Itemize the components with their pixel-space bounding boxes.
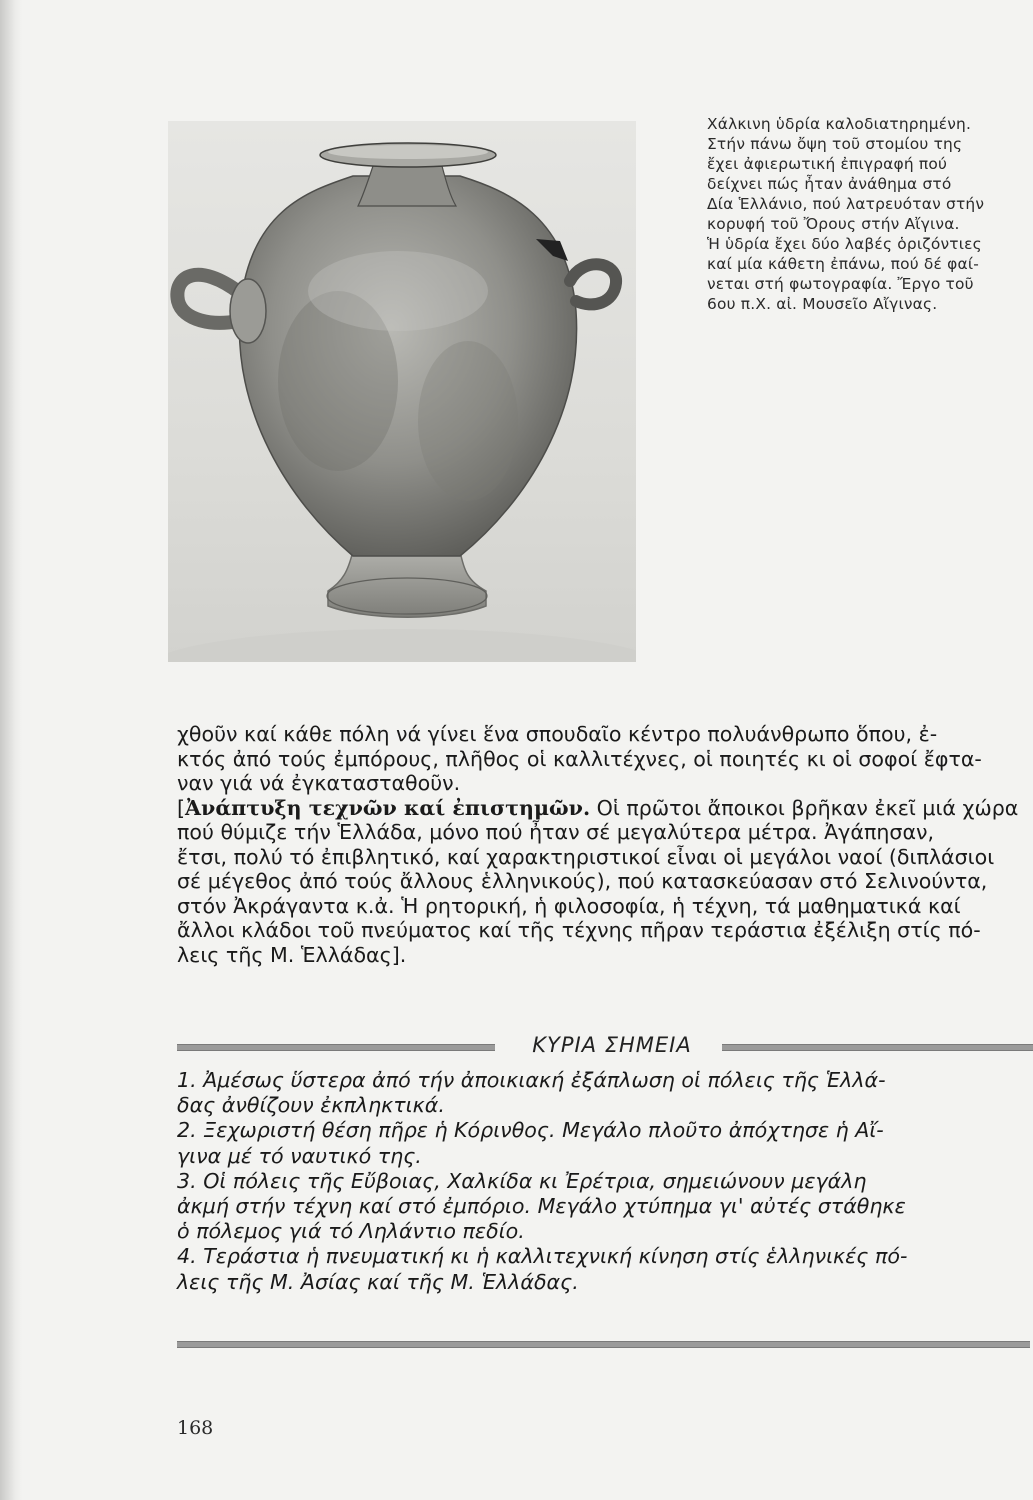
- key-points-heading-row: [177, 1033, 1033, 1063]
- caption-line: Χάλκινη ὑδρία καλοδιατηρημένη.: [707, 115, 972, 133]
- body-line: σέ μέγεθος ἀπό τούς ἄλλους ἑλληνικούς), πού κατασκεύασαν στό Σελινούντα,: [177, 869, 988, 893]
- body-line: χθοῦν καί κάθε πόλη νά γίνει ἕνα σπουδαῖο κέντρο πολυάνθρωπο ὅπου, ἐ-: [177, 722, 938, 746]
- caption-line: Δία Ἑλλάνιο, πού λατρευόταν στήν: [707, 195, 985, 213]
- key-points-heading: ΚΥΡΙΑ ΣΗΜΕΙΑ: [532, 1033, 692, 1057]
- caption-line: Ἡ ὑδρία ἔχει δύο λαβές ὁριζόντιες: [707, 235, 982, 253]
- photo-caption: [707, 114, 1012, 314]
- key-point-line: λεις τῆς Μ. Ἀσίας καί τῆς Μ. Ἑλλάδας.: [177, 1269, 579, 1294]
- caption-line: κορυφή τοῦ Ὄρους στήν Αἴγινα.: [707, 215, 960, 233]
- body-line: πού θύμιζε τήν Ἑλλάδα, μόνο πού ἦταν σέ μεγαλύτερα μέτρα. Ἀγάπησαν,: [177, 820, 935, 844]
- key-points-list: [177, 1068, 1033, 1295]
- hydria-photo: [168, 121, 636, 662]
- caption-line: ἔχει ἀφιερωτική ἐπιγραφή πού: [707, 155, 948, 173]
- key-point-line: γινα μέ τό ναυτικό της.: [177, 1143, 422, 1168]
- key-point-line: 2. Ξεχωριστή θέση πῆρε ἡ Κόρινθος. Μεγάλο πλοῦτο ἀπόχτησε ἡ Αἴ-: [177, 1118, 884, 1143]
- body-line: ναν γιά νά ἐγκατασταθοῦν.: [177, 771, 461, 795]
- page-number: 168: [177, 1417, 214, 1439]
- key-point-line: δας ἀνθίζουν ἐκπληκτικά.: [177, 1093, 445, 1118]
- section-first-line-rest: Οἱ πρῶτοι ἄποικοι βρῆκαν ἐκεῖ μιά χώρα: [590, 795, 1019, 820]
- key-point-line: 1. Ἀμέσως ὕστερα ἀπό τήν ἀποικιακή ἐξάπλωση οἱ πόλεις τῆς Ἑλλά-: [177, 1068, 886, 1092]
- caption-line: δείχνει πώς ἦταν ἀνάθημα στό: [707, 175, 952, 193]
- caption-line: νεται στή φωτογραφία. Ἔργο τοῦ: [707, 275, 974, 293]
- key-point-line: ὁ πόλεμος γιά τό Ληλάντιο πεδίο.: [177, 1219, 525, 1244]
- bottom-rule: [177, 1341, 1030, 1348]
- key-point-line: 3. Οἱ πόλεις τῆς Εὔβοιας, Χαλκίδα κι Ἐρέτρια, σημειώνουν μεγάλη: [177, 1168, 867, 1193]
- hydria-neck: [358, 166, 456, 206]
- main-body-text: [177, 722, 1033, 967]
- bronze-hydria-illustration: [168, 121, 636, 662]
- page-gutter-shadow: [0, 0, 22, 1500]
- heading-rule-right: [722, 1044, 1033, 1051]
- key-point-line: 4. Τεράστια ἡ πνευματική κι ἡ καλλιτεχνική κίνηση στίς ἑλληνικές πό-: [177, 1244, 908, 1269]
- body-line: ἄλλοι κλάδοι τοῦ πνεύματος καί τῆς τέχνης πῆραν τεράστια ἐξέλιξη στίς πό-: [177, 918, 981, 942]
- heading-rule-left: [177, 1044, 495, 1051]
- caption-line: καί μία κάθετη ἐπάνω, πού δέ φαί-: [707, 255, 979, 273]
- body-line: ἔτσι, πολύ τό ἐπιβλητικό, καί χαρακτηριστικοί εἶναι οἱ μεγάλοι ναοί (διπλάσιοι: [177, 844, 995, 869]
- section-first-line: [177, 796, 1033, 821]
- caption-line: Στήν πάνω ὄψη τοῦ στομίου της: [707, 135, 963, 153]
- hydria-foot: [328, 551, 486, 617]
- body-line: λεις τῆς Μ. Ἑλλάδας].: [177, 942, 407, 967]
- body-line: στόν Ἀκράγαντα κ.ἀ. Ἡ ρητορική, ἡ φιλοσοφία, ἡ τέχνη, τά μαθηματικά καί: [177, 893, 961, 918]
- table-shadow: [168, 629, 636, 662]
- open-bracket: [: [177, 795, 186, 820]
- body-line: κτός ἀπό τούς ἐμπόρους, πλῆθος οἱ καλλιτέχνες, οἱ ποιητές κι οἱ σοφοί ἔφτα-: [177, 746, 982, 771]
- key-point-line: ἀκμή στήν τέχνη καί στό ἐμπόριο. Μεγάλο χτύπημα γι' αὐτές στάθηκε: [177, 1194, 906, 1219]
- hydria-right-handle: [570, 264, 616, 304]
- caption-line: 6ου π.Χ. αἰ. Μουσεῖο Αἴγινας.: [707, 295, 938, 313]
- section-title: Ἀνάπτυξη τεχνῶν καί ἐπιστημῶν.: [185, 795, 591, 820]
